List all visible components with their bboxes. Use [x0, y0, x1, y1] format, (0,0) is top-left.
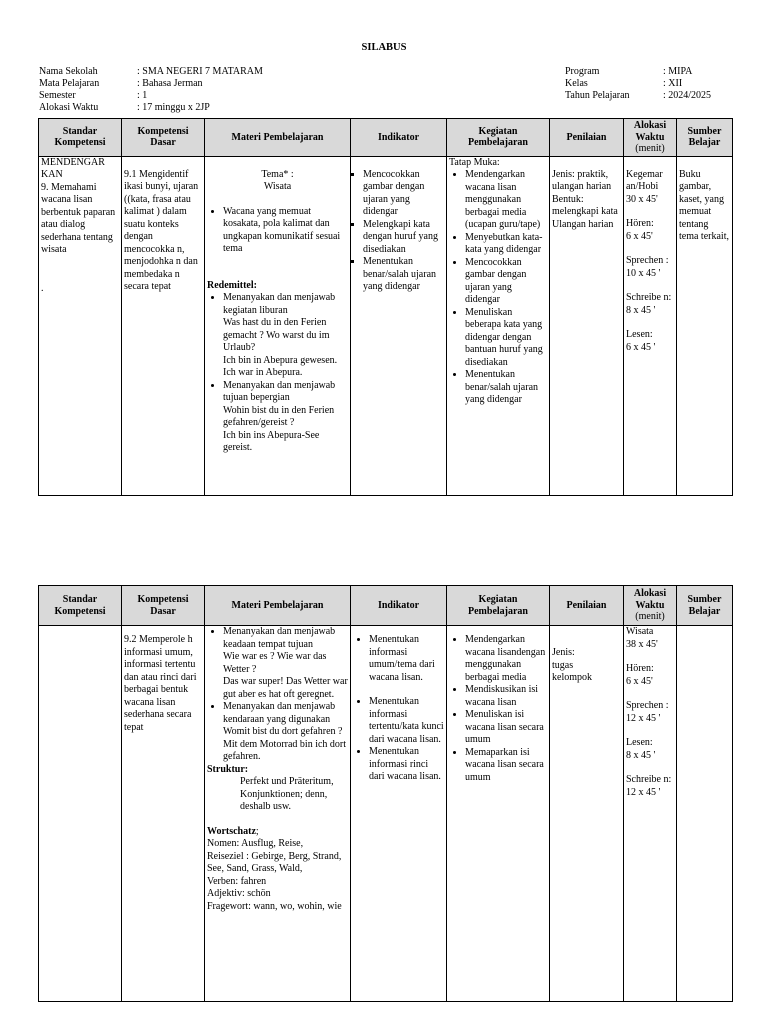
tema-label: Tema* : — [261, 168, 294, 180]
list-item: • Mendengarkan wacana lisandengan menggunakan berbagai media — [465, 634, 547, 684]
sk-dot: . — [41, 282, 44, 294]
list-item: • Menentukan informasi umum/tema dari wacana lisan. — [369, 634, 444, 684]
alokasi-value: 12 x 45 ' — [626, 786, 661, 798]
meta-key: Program — [565, 66, 600, 77]
header-alokasi — [624, 586, 677, 626]
alokasi-value: 6 x 45 ' — [626, 341, 656, 353]
item-text: Menanyakan dan menjawab kendaraan yang digunakan — [223, 701, 336, 725]
list-item: • Menentukan informasi tertentu/kata kunci dari wacana lisan. — [369, 696, 444, 746]
header-indikator: Indikator — [351, 119, 447, 157]
list-item: • Menuliskan beberapa kata yang didengar dengan bantuan huruf yang disediakan — [465, 307, 547, 370]
wortschatz-line: Nomen: Ausflug, Reise, — [207, 838, 304, 849]
list-item: • Memaparkan isi wacana lisan secara umum — [465, 747, 547, 785]
meta-value: : 17 minggu x 2JP — [137, 102, 210, 113]
item-text: Was hast du in den Ferien gemacht ? Wo warst du im Urlaub? — [223, 317, 330, 353]
cell-kegiatan — [447, 156, 550, 496]
header-penilaian: Penilaian — [550, 119, 624, 157]
cell-standar-kompetensi — [39, 156, 122, 496]
item-text: Ich bin ins Abepura-See gereist. — [223, 429, 320, 453]
list-item: • Mendengarkan wacana lisan menggunakan berbagai media (ucapan guru/tape) — [465, 169, 547, 232]
meta-value: : 2024/2025 — [663, 90, 712, 101]
cell-kompetensi-dasar — [122, 626, 205, 1002]
header-alokasi — [624, 119, 677, 157]
cell-standar-kompetensi — [39, 626, 122, 1002]
wortschatz-line: Reiseziel : Gebirge, Berg, Strand, See, Sand, Grass, Wald, — [207, 850, 342, 874]
header-materi: Materi Pembelajaran — [205, 119, 351, 157]
cell-penilaian — [550, 626, 624, 1002]
alokasi-label: Hören: — [626, 663, 654, 674]
list-item — [223, 380, 348, 455]
syllabus-table-1 — [38, 118, 733, 496]
header-penilaian: Penilaian — [550, 586, 624, 626]
cell-indikator — [351, 626, 447, 1002]
item-text: Menanyakan dan menjawab keadaan tempat tujuan — [223, 626, 336, 650]
item-text: Wie war es ? Wie war das Wetter ? — [223, 651, 327, 675]
list-item — [223, 292, 348, 380]
meta-key: Alokasi Waktu — [39, 102, 99, 113]
header-sk: Standar Kompetensi — [39, 119, 122, 157]
header-kegiatan: Kegiatan Pembelajaran — [447, 119, 550, 157]
list-item: • Mendiskusikan isi wacana lisan — [465, 684, 547, 709]
header-sk: Standar Kompetensi — [39, 586, 122, 626]
struktur-text: Perfekt und Präteritum, Konjunktionen; denn, deshalb usw. — [240, 776, 334, 812]
alokasi-value: 12 x 45 ' — [626, 712, 661, 724]
header-kd: Kompetensi Dasar — [122, 119, 205, 157]
meta-key: Semester — [39, 90, 76, 101]
alokasi-label: Lesen: — [626, 737, 653, 748]
item-text: Ich bin in Abepura gewesen. Ich war in Abepura. — [223, 354, 338, 378]
alokasi-label: Schreibe n: — [626, 774, 672, 785]
cell-materi — [205, 626, 351, 1002]
alokasi-label: Wisata — [626, 626, 654, 637]
meta-value: : SMA NEGERI 7 MATARAM — [137, 66, 263, 77]
alokasi-value: 6 x 45' — [626, 230, 653, 242]
meta-value: : MIPA — [663, 66, 693, 77]
item-text: Wohin bist du in den Ferien gefahren/gereist ? — [223, 404, 335, 428]
penilaian-line: Jenis: — [552, 647, 575, 658]
cell-kegiatan — [447, 626, 550, 1002]
wortschatz-heading — [207, 826, 348, 839]
kegiatan-label: Tatap Muka: — [449, 156, 500, 168]
cell-materi — [205, 156, 351, 496]
alokasi-value: 30 x 45' — [626, 193, 658, 205]
meta-key: Kelas — [565, 78, 588, 89]
header-sumber: Sumber Belajar — [677, 119, 733, 157]
sk-title: MENDENGAR KAN — [41, 156, 105, 180]
header-kegiatan: Kegiatan Pembelajaran — [447, 586, 550, 626]
list-item: ▪ Mencocokkan gambar dengan ujaran yang didengar — [363, 169, 444, 219]
alokasi-label: Kegemar an/Hobi — [626, 168, 663, 192]
cell-alokasi — [624, 156, 677, 496]
wortschatz-suffix: ; — [255, 825, 259, 837]
header-alokasi-label: Alokasi Waktu — [633, 588, 667, 611]
alokasi-value: 8 x 45 ' — [626, 749, 656, 761]
meta-value: : Bahasa Jerman — [137, 78, 203, 89]
cell-indikator — [351, 156, 447, 496]
class-info — [565, 66, 711, 102]
cell-penilaian — [550, 156, 624, 496]
cell-alokasi — [624, 626, 677, 1002]
redemittel-label: Redemittel: — [207, 279, 257, 291]
struktur-label: Struktur: — [207, 763, 249, 775]
penilaian-text: Jenis: praktik, ulangan harian Bentuk: melengkapi kata Ulangan harian — [552, 168, 618, 230]
alokasi-value: 8 x 45 ' — [626, 304, 656, 316]
meta-value: : 1 — [137, 90, 148, 101]
header-kd: Kompetensi Dasar — [122, 586, 205, 626]
sk-text: 9. Memahami wacana lisan berbentuk paparan atau dialog sederhana tentang wisata — [41, 181, 116, 255]
list-item: • Wacana yang memuat kosakata, pola kalimat dan ungkapan komunikatif sesuai tema — [223, 206, 348, 256]
list-item: ▪ Melengkapi kata dengan huruf yang disediakan — [363, 219, 444, 257]
meta-key: Nama Sekolah — [39, 66, 98, 77]
list-item: • Menentukan benar/salah ujaran yang didengar — [465, 369, 547, 407]
kd-text: 9.2 Memperole h informasi umum, informasi tertentu dan atau rinci dari berbagai bentuk wacana lisan sederhana secara tepat — [124, 634, 197, 733]
item-text: Womit bist du dort gefahren ? — [223, 726, 343, 737]
list-item — [223, 626, 348, 701]
list-item: • Mencocokkan gambar dengan ujaran yang didengar — [465, 257, 547, 307]
header-alokasi-unit: (menit) — [635, 143, 665, 154]
item-text: Mit dem Motorrad bin ich dort gefahren. — [223, 738, 347, 762]
list-item: • Menyebutkan kata-kata yang didengar — [465, 232, 547, 257]
kd-text: 9.1 Mengidentif ikasi bunyi, ujaran ((kata, frasa atau kalimat ) dalam suatu konteks dengan mencocokka n, menjodohka n dan membedaka n secara tepat — [124, 168, 199, 292]
tema-value: Wisata — [263, 181, 292, 192]
syllabus-table-2 — [38, 585, 733, 1002]
alokasi-label: Sprechen : — [626, 255, 669, 266]
alokasi-value: 38 x 45' — [626, 638, 658, 650]
header-materi: Materi Pembelajaran — [205, 586, 351, 626]
wortschatz-line: Fragewort: wann, wo, wohin, wie — [207, 900, 342, 912]
header-alokasi-unit: (menit) — [635, 611, 665, 623]
list-item: • Menuliskan isi wacana lisan secara umum — [465, 709, 547, 747]
alokasi-value: 10 x 45 ' — [626, 267, 661, 279]
list-item: • Menentukan informasi rinci dari wacana lisan. — [369, 746, 444, 784]
header-sumber: Sumber Belajar — [677, 586, 733, 626]
list-item — [223, 701, 348, 764]
list-item: ▪ Menentukan benar/salah ujaran yang didengar — [363, 256, 444, 294]
wortschatz-label: Wortschatz — [207, 825, 256, 837]
item-text: Das war super! Das Wetter war gut aber es hat oft geregnet. — [223, 676, 348, 700]
alokasi-label: Lesen: — [626, 329, 653, 340]
alokasi-label: Sprechen : — [626, 700, 669, 711]
alokasi-value: 6 x 45' — [626, 675, 653, 687]
item-text: Menanyakan dan menjawab tujuan bepergian — [223, 379, 336, 403]
meta-value: : XII — [663, 78, 683, 89]
alokasi-label: Hören: — [626, 218, 654, 229]
item-text: Menanyakan dan menjawab kegiatan liburan — [223, 292, 336, 316]
wortschatz-line: Verben: fahren — [207, 875, 267, 887]
header-indikator: Indikator — [351, 586, 447, 626]
penilaian-line: kelompok — [552, 672, 592, 683]
penilaian-line: tugas — [552, 659, 574, 671]
meta-key: Tahun Pelajaran — [565, 90, 630, 101]
alokasi-label: Schreibe n: — [626, 292, 672, 303]
school-info — [39, 66, 263, 114]
wortschatz-line: Adjektiv: schön — [207, 888, 271, 899]
meta-key: Mata Pelajaran — [39, 78, 100, 89]
sumber-text: Buku gambar, kaset, yang memuat tentang tema terkait, — [679, 168, 729, 242]
cell-sumber — [677, 626, 733, 1002]
cell-sumber — [677, 156, 733, 496]
page-title: SILABUS — [361, 42, 407, 53]
cell-kompetensi-dasar — [122, 156, 205, 496]
header-alokasi-label: Alokasi Waktu — [633, 120, 667, 143]
